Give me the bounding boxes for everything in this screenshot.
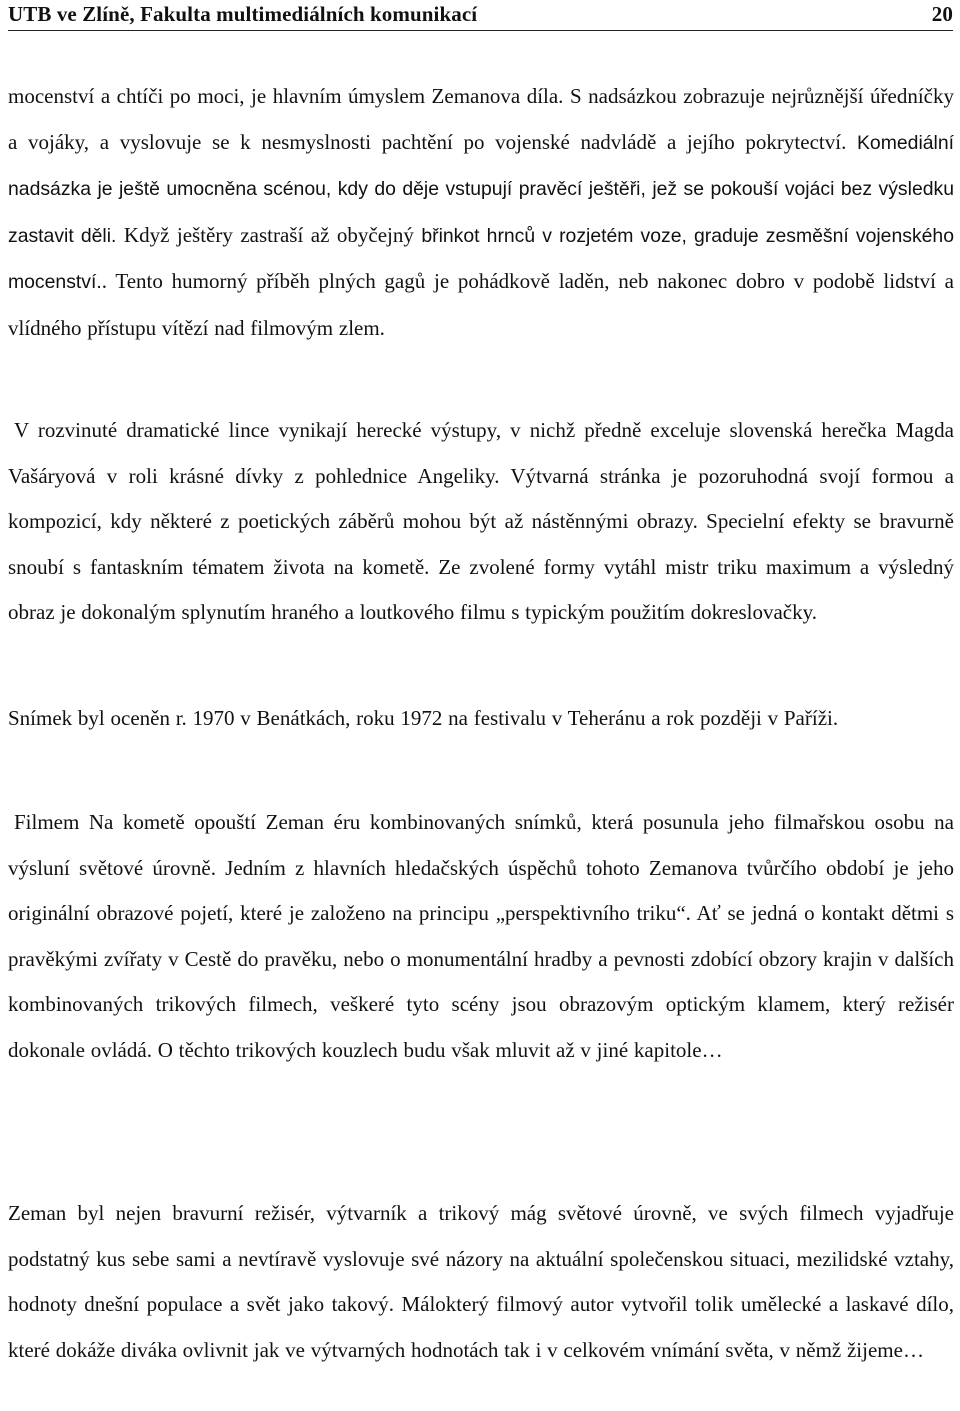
paragraph-5 [8, 1191, 954, 1373]
paragraph-1 [8, 74, 954, 352]
paragraph-1-part-b: Komediální nadsázka je ještě umocněna scénou, kdy do děje vstupují pravěcí ještěři, jež se pokouší vojáci bez výsledku zastavit děli. [8, 131, 955, 247]
paragraph-5-text: Zeman byl nejen bravurní režisér, výtvarník a trikový mág světové úrovně, ve svých filmech vyjadřuje podstatný kus sebe sami a nevtíravě vyslovuje své názory na aktuální společenskou situaci, mezilidské vztahy, hodnoty dnešní populace a svět jako takový. Málokterý filmový autor vytvořil tolik umělecké a laskavé dílo, které dokáže diváka ovlivnit jak ve výtvarných hodnotách tak i v celkovém vnímání světa, v němž žijeme… [8, 1201, 954, 1362]
paragraph-4 [8, 800, 954, 1074]
paragraph-2-text: V rozvinuté dramatické lince vynikají herecké výstupy, v nichž předně exceluje slovenská herečka Magda Vašáryová v roli krásné dívky z pohlednice Angeliky. Výtvarná stránka je pozoruhodná svojí formou a kompozicí, kdy některé z poetických záběrů mohou být až nástěnnými obrazy. Specielní efekty se bravurně snoubí s fantaskním tématem života na kometě. Ze zvolené formy vytáhl mistr triku maximum a výsledný obraz je dokonalým splynutím hraného a loutkového filmu s typickým použitím dokreslovačky. [8, 418, 954, 625]
paragraph-2 [8, 408, 954, 636]
paragraph-1-part-c: Když ještěry zastraší až obyčejný [123, 222, 414, 247]
paragraph-3-text: Snímek byl oceněn r. 1970 v Benátkách, roku 1972 na festivalu v Teheránu a rok později v Paříži. [8, 706, 839, 730]
page-number: 20 [931, 2, 953, 26]
paragraph-3 [8, 696, 954, 742]
paragraph-4-text: Filmem Na kometě opouští Zeman éru kombinovaných snímků, která posunula jeho filmařskou osobu na výsluní světové úrovně. Jedním z hlavních hledačských úspěchů tohoto Zemanova tvůrčího období je jeho originální obrazové pojetí, které je založeno na principu „perspektivního triku“. Ať se jedná o kontakt dětmi s pravěkými zvířaty v Cestě do pravěku, nebo o monumentální hradby a pevnosti zdobící obzory krajin v dalších kombinovaných trikových filmech, veškeré tyto scény jsou obrazovým optickým klamem, který režisér dokonale ovládá. O těchto trikových kouzlech budu však mluvit až v jiné kapitole… [8, 810, 954, 1062]
header-title: UTB ve Zlíně, Fakulta multimediálních komunikací [8, 2, 478, 26]
paragraph-1-part-d: břinkot hrnců v rozjetém voze, graduje zesměšní vojenského mocenství. [8, 224, 954, 294]
paragraph-1-part-a: mocenství a chtíči po moci, je hlavním úmyslem Zemanova díla. S nadsázkou zobrazuje nejrůznější úředníčky a vojáky, a vyslovuje se k nesmyslnosti pachtění po vojenské nadvládě a jejího pokrytectví. [8, 84, 954, 154]
page-header [8, 0, 953, 31]
paragraph-1-part-e: . Tento humorný příběh plných gagů je pohádkově laděn, neb nakonec dobro v podobě lidství a vlídného přístupu vítězí nad filmovým zlem. [8, 269, 954, 340]
